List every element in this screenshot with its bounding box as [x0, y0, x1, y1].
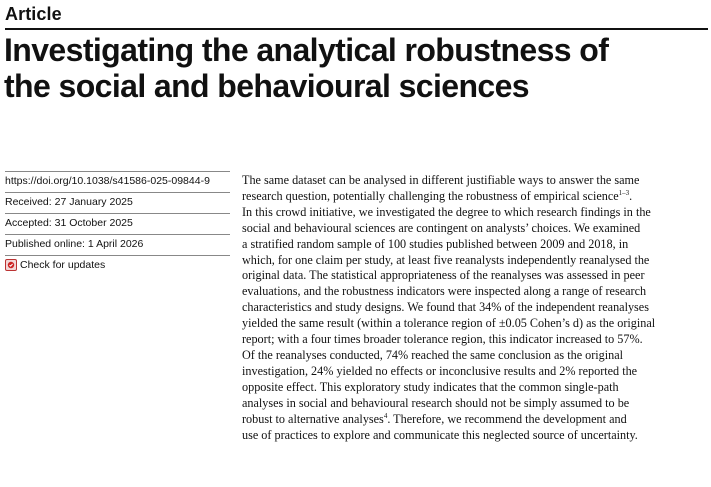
abstract-line: Of the reanalyses conducted, 74% reached the same conclusion as the original: [242, 347, 624, 362]
citation-superscript[interactable]: 4: [383, 411, 388, 420]
abstract-line: opposite effect. This exploratory study indicates that the common single-path: [242, 379, 619, 394]
abstract-text: robust to alternative analyses: [242, 411, 384, 426]
check-for-updates-label: Check for updates: [20, 259, 106, 271]
doi-item: [5, 171, 230, 192]
abstract-line: yielded the same result (within a tolerance region of ±0.05 Cohen’s d) as the original: [242, 316, 656, 331]
article-metadata: [5, 171, 230, 276]
abstract: [242, 173, 702, 443]
accepted-date: Accepted: 31 October 2025: [5, 213, 230, 234]
abstract-line: The same dataset can be analysed in different justifiable ways to answer the same: [242, 173, 640, 187]
title-line-2: the social and behavioural sciences: [4, 68, 530, 104]
abstract-line: In this crowd initiative, we investigated the degree to which research findings in the: [242, 204, 651, 219]
abstract-line: report; with a four times broader tolerance region, this indicator increased to 57%.: [242, 332, 643, 347]
citation-superscript[interactable]: 1–3: [618, 188, 630, 197]
abstract-text: .: [629, 188, 633, 203]
check-updates-item: [5, 255, 230, 276]
abstract-line: evaluations, and the robustness indicators were inspected along a range of research: [242, 284, 647, 299]
abstract-line: investigation, 24% yielded no effects or inconclusive results and 2% reported the: [242, 363, 638, 378]
received-date: Received: 27 January 2025: [5, 192, 230, 213]
abstract-line: [242, 189, 702, 205]
abstract-line: analyses in social and behavioural research should not be simply assumed to be: [242, 395, 630, 410]
title-line-1: Investigating the analytical robustness of: [4, 32, 609, 68]
abstract-line: social and behavioural sciences are contingent on analysts’ choices. We examined: [242, 220, 641, 235]
abstract-line: a stratified random sample of 100 studies published between 2009 and 2018, in: [242, 236, 629, 251]
doi-link[interactable]: https://doi.org/10.1038/s41586-025-09844-9: [5, 175, 210, 187]
header-rule: [5, 28, 708, 30]
abstract-line: which, for one claim per study, at least five reanalysts independently reanalysed the: [242, 252, 650, 267]
article-title: [4, 32, 704, 104]
abstract-text: research question, potentially challenging the robustness of empirical science: [242, 188, 619, 203]
abstract-text: . Therefore, we recommend the development and: [387, 411, 627, 426]
abstract-line: [242, 412, 702, 428]
abstract-line: characteristics and study designs. We found that 34% of the independent reanalyses: [242, 300, 649, 315]
check-for-updates-icon: [5, 259, 17, 271]
abstract-line: use of practices to explore and communicate this neglected source of uncertainty.: [242, 427, 638, 442]
published-date: Published online: 1 April 2026: [5, 234, 230, 255]
check-for-updates-button[interactable]: [5, 258, 230, 272]
section-label: Article: [5, 4, 62, 24]
abstract-line: original data. The statistical appropriateness of the reanalyses was assessed in peer: [242, 268, 645, 283]
